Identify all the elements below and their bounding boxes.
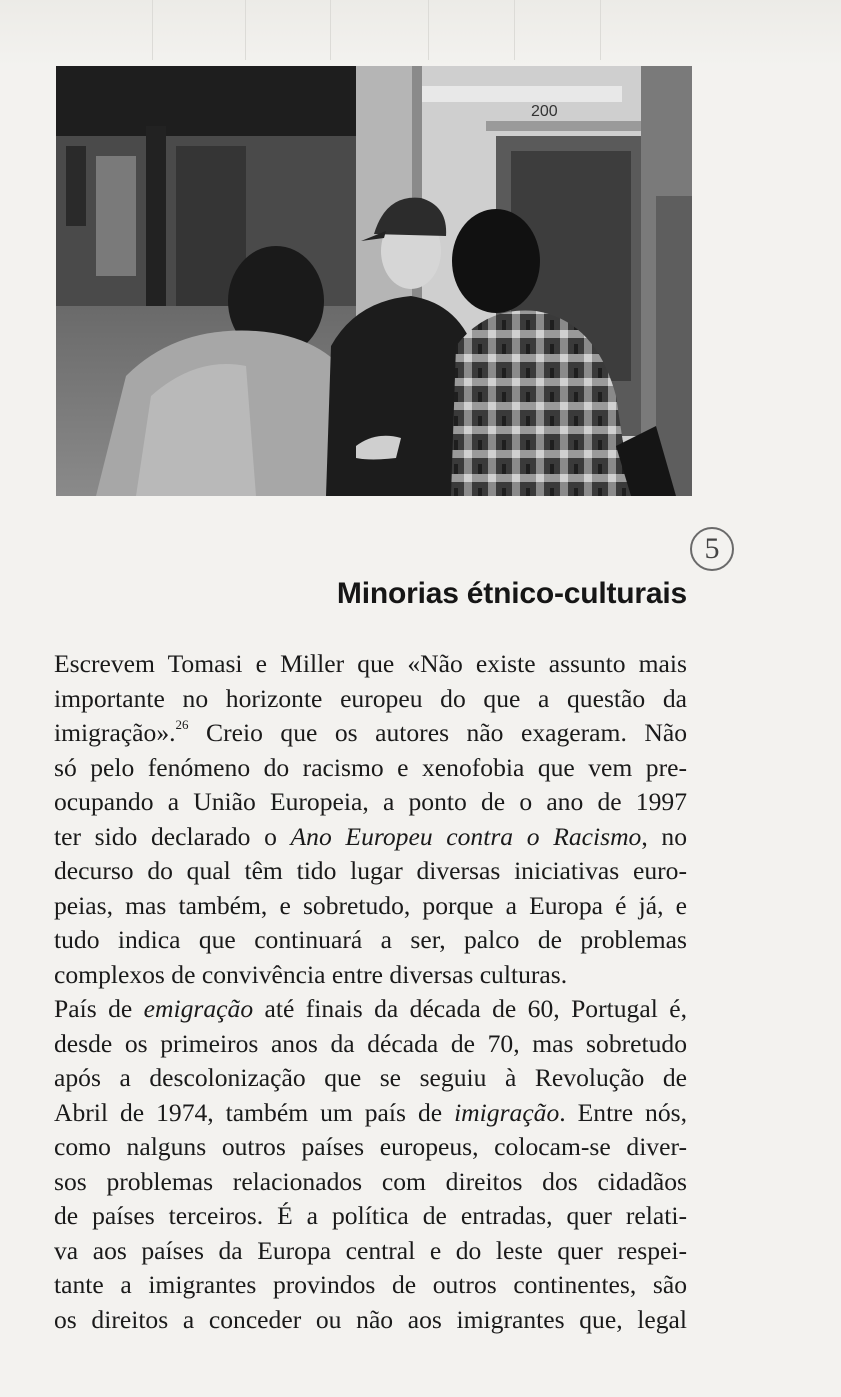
page-bleed-through xyxy=(0,0,841,66)
body-line: os direitos a conceder ou não aos imigrantes que, legal xyxy=(54,1304,687,1334)
section-title: Minorias étnico-culturais xyxy=(336,577,687,610)
street-photo-illustration xyxy=(56,66,692,496)
body-line: após a descolonização que se seguiu à Revolução de xyxy=(54,1063,687,1092)
body-line: ter sido declarado o Ano Europeu contra o Racismo, no xyxy=(54,821,688,851)
body-line: de países terceiros. É a política de entradas, quer relati- xyxy=(54,1201,687,1230)
footnote-marker: 26 xyxy=(175,717,189,732)
body-line: decurso do qual têm tido lugar diversas iniciativas euro- xyxy=(54,856,687,885)
body-line: Escrevem Tomasi e Miller que «Não existe assunto mais xyxy=(54,649,687,678)
body-line: complexos de convivência entre diversas culturas. xyxy=(54,959,568,989)
body-line: tudo indica que continuará a ser, palco de problemas xyxy=(54,925,687,954)
body-line: va aos países da Europa central e do leste quer respei- xyxy=(54,1235,687,1265)
body-line: País de emigração até finais da década de 60, Portugal é, xyxy=(54,994,687,1023)
street-photo xyxy=(56,66,692,496)
body-line: imigração».$^{26}$ Creio que os autores não exageram. Não xyxy=(54,717,687,747)
shop-number: 200 xyxy=(531,103,558,120)
body-line: peias, mas também, e sobretudo, porque a Europa é já, e xyxy=(54,890,687,920)
body-line: como nalguns outros países europeus, colocam-se diver- xyxy=(54,1132,687,1161)
body-line: só pelo fenómeno do racismo e xenofobia que vem pre- xyxy=(54,752,687,782)
body-text xyxy=(54,647,687,1337)
body-line: desde os primeiros anos da década de 70, mas sobretudo xyxy=(54,1028,687,1058)
chapter-number-badge: 5 xyxy=(690,527,734,571)
body-line: Abril de 1974, também um país de imigração. Entre nós, xyxy=(54,1097,687,1127)
body-line: ocupando a União Europeia, a ponto de o ano de 1997 xyxy=(54,787,687,816)
body-line: tante a imigrantes provindos de outros continentes, são xyxy=(54,1270,687,1299)
body-line: sos problemas relacionados com direitos dos cidadãos xyxy=(54,1166,687,1196)
body-line: importante no horizonte europeu do que a questão da xyxy=(54,683,687,713)
